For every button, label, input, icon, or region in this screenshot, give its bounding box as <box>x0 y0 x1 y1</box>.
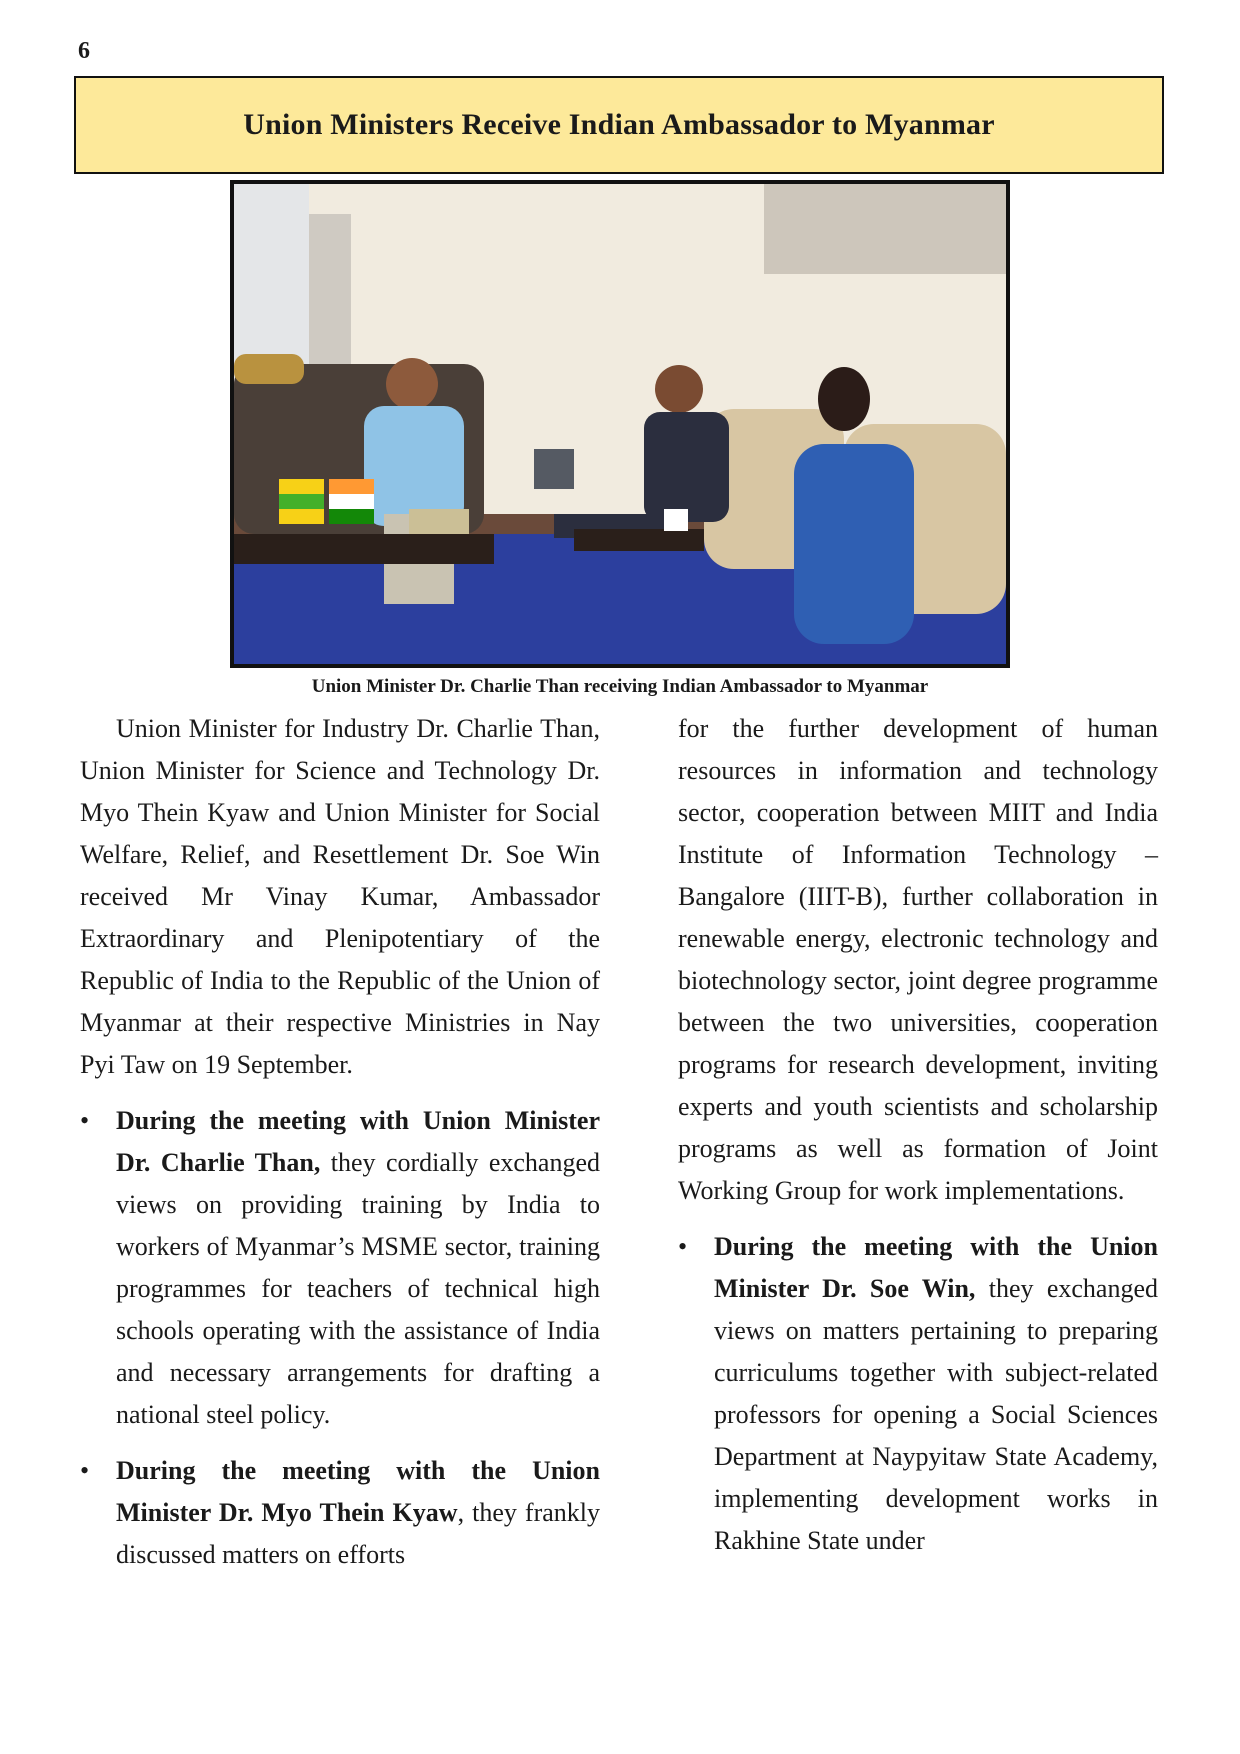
left-column <box>80 708 600 1576</box>
bullet-paragraph <box>714 1226 1158 1562</box>
continuation-paragraph: for the further development of human resources in information and technology sector, cooperation between MIIT and India Institute of Information Technology – Bangalore (IIIT-B), further collaboration in renewable energy, electronic technology and biotechnology sector, joint degree programme between the two universities, cooperation programs for research development, inviting experts and youth scientists and scholarship programs as well as formation of Joint Working Group for work implementations. <box>678 714 1158 1205</box>
right-column <box>678 708 1158 1562</box>
bullet-item <box>80 1100 600 1436</box>
bullet-paragraph <box>116 1100 600 1436</box>
page-number: 6 <box>78 38 90 64</box>
intro-paragraph: Union Minister for Industry Dr. Charlie Than, Union Minister for Science and Technology Dr. Myo Thein Kyaw and Union Minister for Social Welfare, Relief, and Resettlement Dr. Soe Win received Mr Vinay Kumar, Ambassador Extraordinary and Plenipotentiary of the Republic of India to the Republic of the Union of Myanmar at their respective Ministries in Nay Pyi Taw on 19 September. <box>80 714 600 1079</box>
bullet-lead: During the meeting with the Union Minister Dr. Soe Win, <box>714 1232 1158 1303</box>
bullet-text: they exchanged views on matters pertaining to preparing curriculums together with subject-related professors for opening a Social Sciences Department at Naypyitaw State Academy, implementing development works in Rakhine State under <box>714 1274 1158 1555</box>
headline-box <box>74 76 1164 174</box>
bullet-text: they cordially exchanged views on providing training by India to workers of Myanmar’s MSME sector, training programmes for teachers of technical high schools operating with the assistance of India and necessary arrangements for drafting a national steel policy. <box>116 1148 600 1429</box>
bullet-text: , they frankly discussed matters on efforts <box>116 1498 601 1569</box>
photo-caption: Union Minister Dr. Charlie Than receiving Indian Ambassador to Myanmar <box>311 676 929 697</box>
headline: Union Ministers Receive Indian Ambassador to Myanmar <box>243 108 995 141</box>
bullet-paragraph <box>116 1450 600 1576</box>
bullet-lead: During the meeting with Union Minister Dr. Charlie Than, <box>116 1106 600 1177</box>
meeting-room-photo <box>234 184 1006 664</box>
bullet-item <box>80 1450 600 1576</box>
photo-frame <box>230 180 1010 668</box>
bullet-lead: During the meeting with the Union Minister Dr. Myo Thein Kyaw <box>116 1456 600 1527</box>
bullet-item <box>678 1226 1158 1562</box>
